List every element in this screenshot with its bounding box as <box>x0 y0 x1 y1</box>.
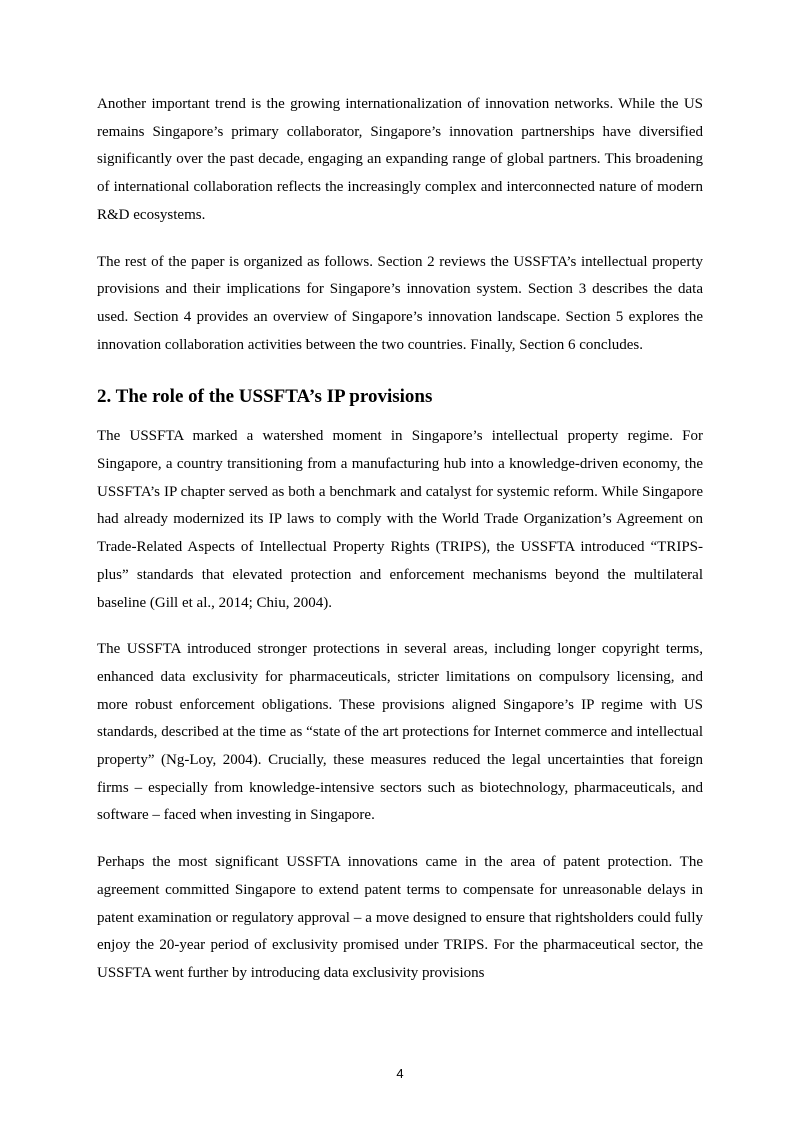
body-paragraph: The USSFTA introduced stronger protections in several areas, including longer copyright terms, enhanced data exclusivity for pharmaceuticals, stricter limitations on compulsory licensing, and more robust enforcement obligations. These provisions aligned Singapore’s IP regime with US standards, described at the time as “state of the art protections for Internet commerce and intellectual property” (Ng-Loy, 2004). Crucially, these measures reduced the legal uncertainties that foreign firms – especially from knowledge-intensive sectors such as biotechnology, pharmaceuticals, and software – faced when investing in Singapore. <box>97 641 703 824</box>
body-paragraph: The rest of the paper is organized as follows. Section 2 reviews the USSFTA’s intellectual property provisions and their implications for Singapore’s innovation system. Section 3 describes the data used. Section 4 provides an overview of Singapore’s innovation landscape. Section 5 explores the innovation collaboration activities between the two countries. Finally, Section 6 concludes. <box>97 253 703 353</box>
section-heading: 2. The role of the USSFTA’s IP provisions <box>97 386 433 408</box>
body-paragraph: Another important trend is the growing internationalization of innovation networks. While the US remains Singapore’s primary collaborator, Singapore’s innovation partnerships have diversified significantly over the past decade, engaging an expanding range of global partners. This broadening of international collaboration reflects the increasingly complex and interconnected nature of modern R&D ecosystems. <box>97 96 703 223</box>
body-paragraph: Perhaps the most significant USSFTA innovations came in the area of patent protection. The agreement committed Singapore to extend patent terms to compensate for unreasonable delays in patent examination or regulatory approval – a move designed to ensure that rightsholders could fully enjoy the 20-year period of exclusivity promised under TRIPS. For the pharmaceutical sector, the USSFTA went further by introducing data exclusivity provisions <box>97 854 703 981</box>
page-body <box>97 91 703 1007</box>
page-number: 4 <box>396 1066 404 1081</box>
body-paragraph: The USSFTA marked a watershed moment in Singapore’s intellectual property regime. For Singapore, a country transitioning from a manufacturing hub into a knowledge-driven economy, the USSFTA’s IP chapter served as both a benchmark and catalyst for systemic reform. While Singapore had already modernized its IP laws to comply with the World Trade Organization’s Agreement on Trade-Related Aspects of Intellectual Property Rights (TRIPS), the USSFTA introduced “TRIPS-plus” standards that elevated protection and enforcement mechanisms beyond the multilateral baseline (Gill et al., 2014; Chiu, 2004). <box>97 428 703 611</box>
